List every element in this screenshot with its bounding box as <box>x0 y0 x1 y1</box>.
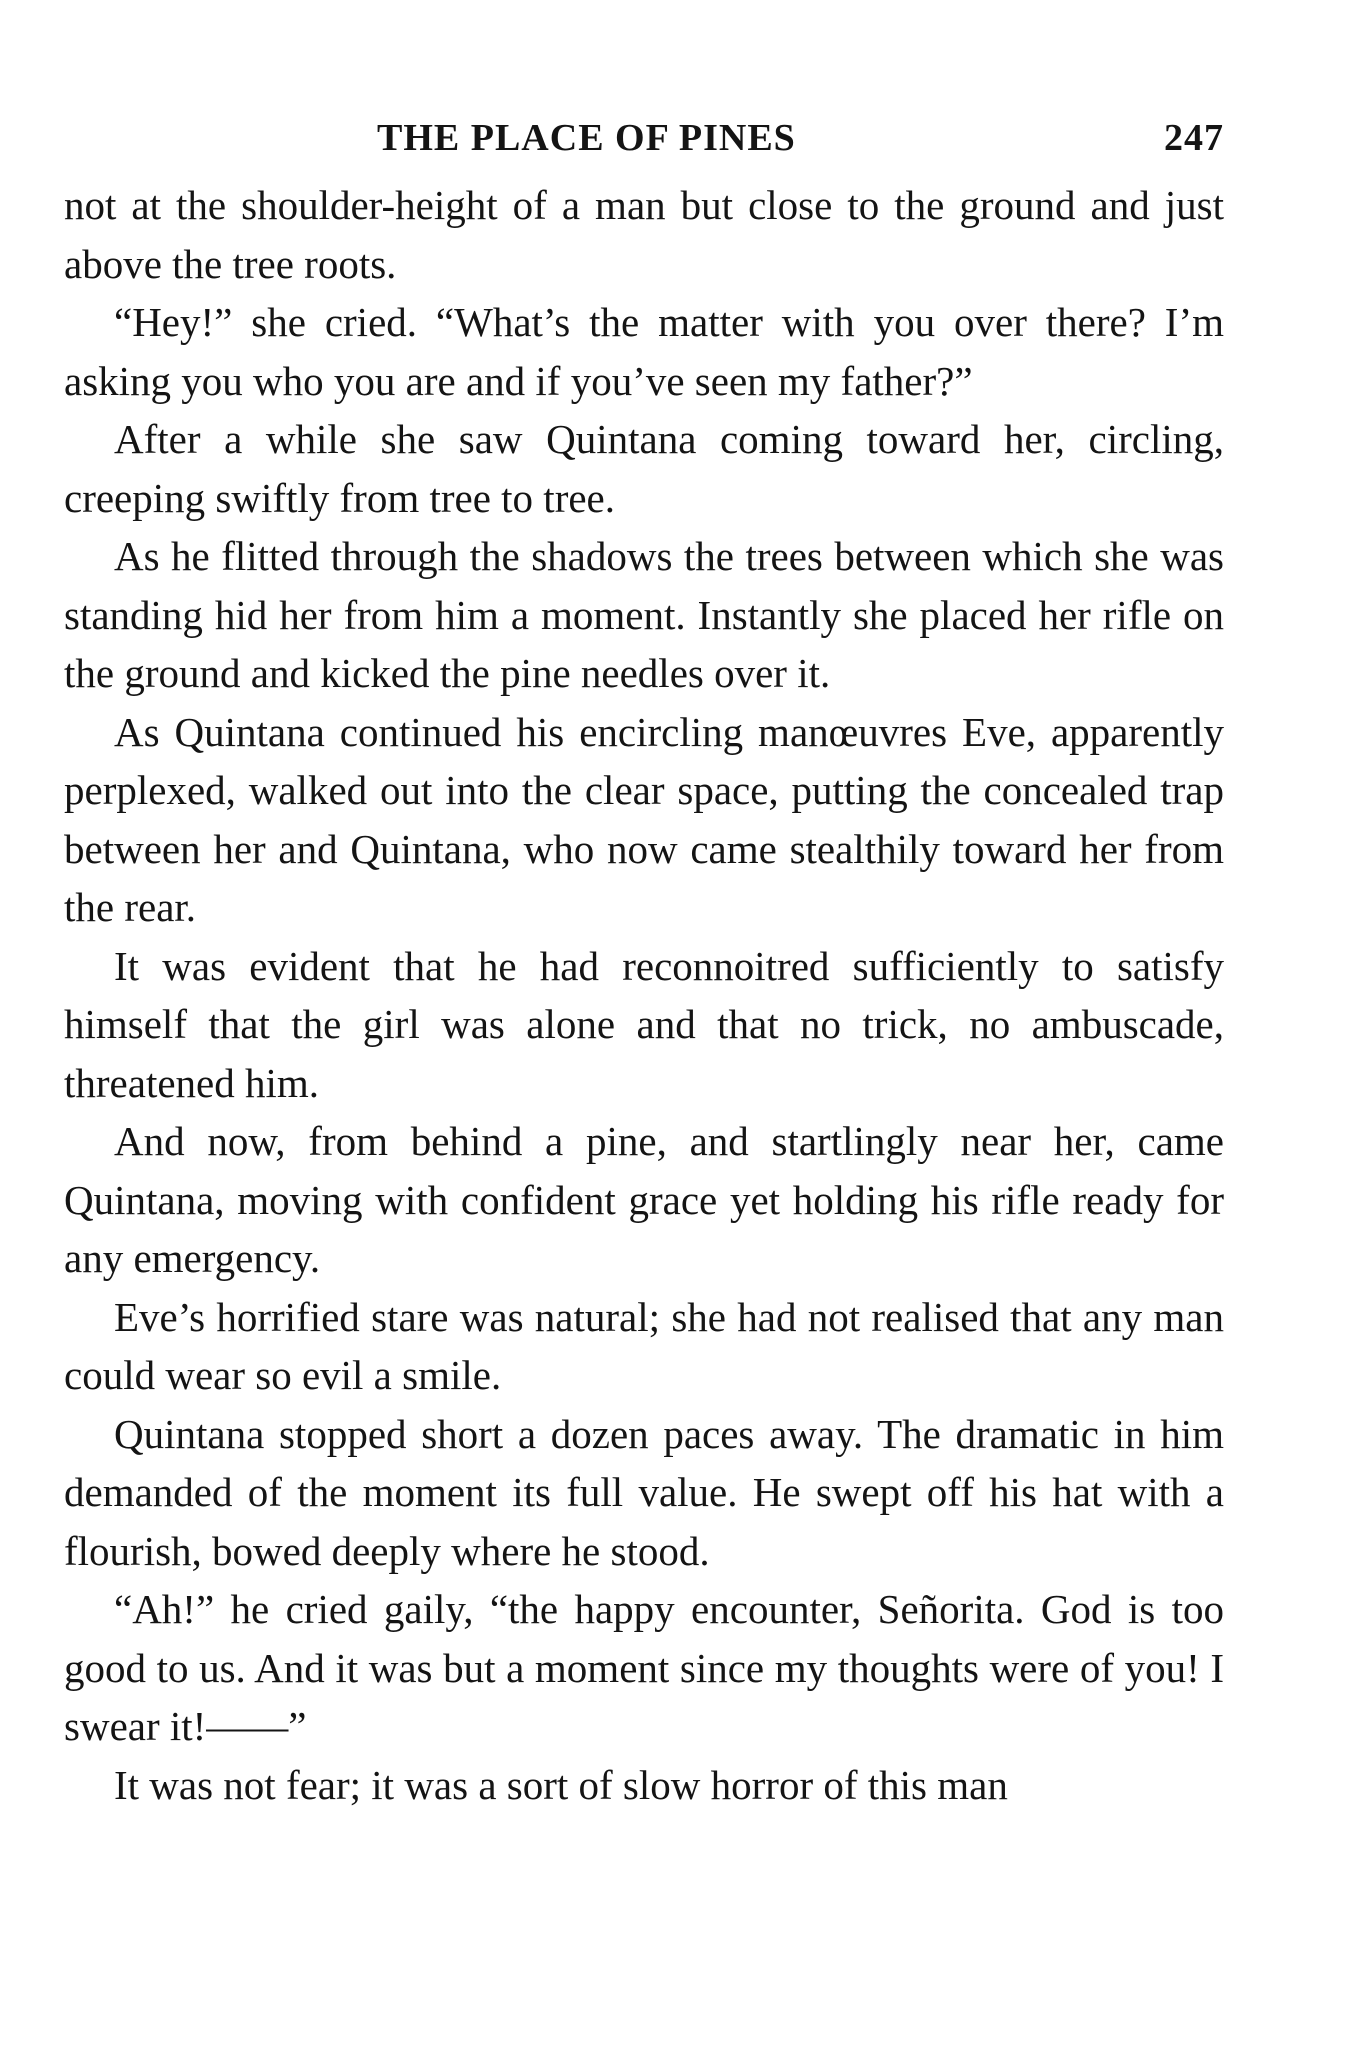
paragraph-continues: It was not fear; it was a sort of slow horror of this man <box>114 1761 1008 1808</box>
paragraph: “Ah!” he cried gaily, “the happy encounter, Señorita. God is too good to us. And it was but a moment since my thoughts were of you! I swear it!——” <box>64 1586 1224 1749</box>
paragraph: And now, from behind a pine, and startlingly near her, came Quintana, moving with confident grace yet holding his rifle ready for any emergency. <box>64 1118 1224 1281</box>
book-page <box>64 108 1224 2028</box>
page-header <box>64 108 1224 168</box>
paragraph-continued: not at the shoulder-height of a man but close to the ground and just above the tree roots. <box>64 182 1224 287</box>
page-number: 247 <box>1164 117 1224 159</box>
paragraph: As he flitted through the shadows the trees between which she was standing hid her from him a moment. Instantly she placed her rifle on the ground and kicked the pine needles over it. <box>64 533 1224 696</box>
body-text <box>64 176 1224 1814</box>
running-head: THE PLACE OF PINES <box>377 117 796 159</box>
paragraph: After a while she saw Quintana coming toward her, circling, creeping swiftly from tree to tree. <box>64 416 1224 521</box>
paragraph: It was evident that he had reconnoitred sufficiently to satisfy himself that the girl was alone and that no trick, no ambuscade, threatened him. <box>64 942 1224 1106</box>
paragraph: Eve’s horrified stare was natural; she had not realised that any man could wear so evil a smile. <box>64 1293 1224 1398</box>
paragraph: Quintana stopped short a dozen paces away. The dramatic in him demanded of the moment its full value. He swept off his hat with a flourish, bowed deeply where he stood. <box>64 1410 1224 1574</box>
paragraph: As Quintana continued his encircling manœuvres Eve, apparently perplexed, walked out into the clear space, putting the concealed trap between her and Quintana, who now came stealthily toward her from the rear. <box>64 708 1224 930</box>
paragraph: “Hey!” she cried. “What’s the matter with you over there? I’m asking you who you are and if you’ve seen my father?” <box>64 299 1224 404</box>
